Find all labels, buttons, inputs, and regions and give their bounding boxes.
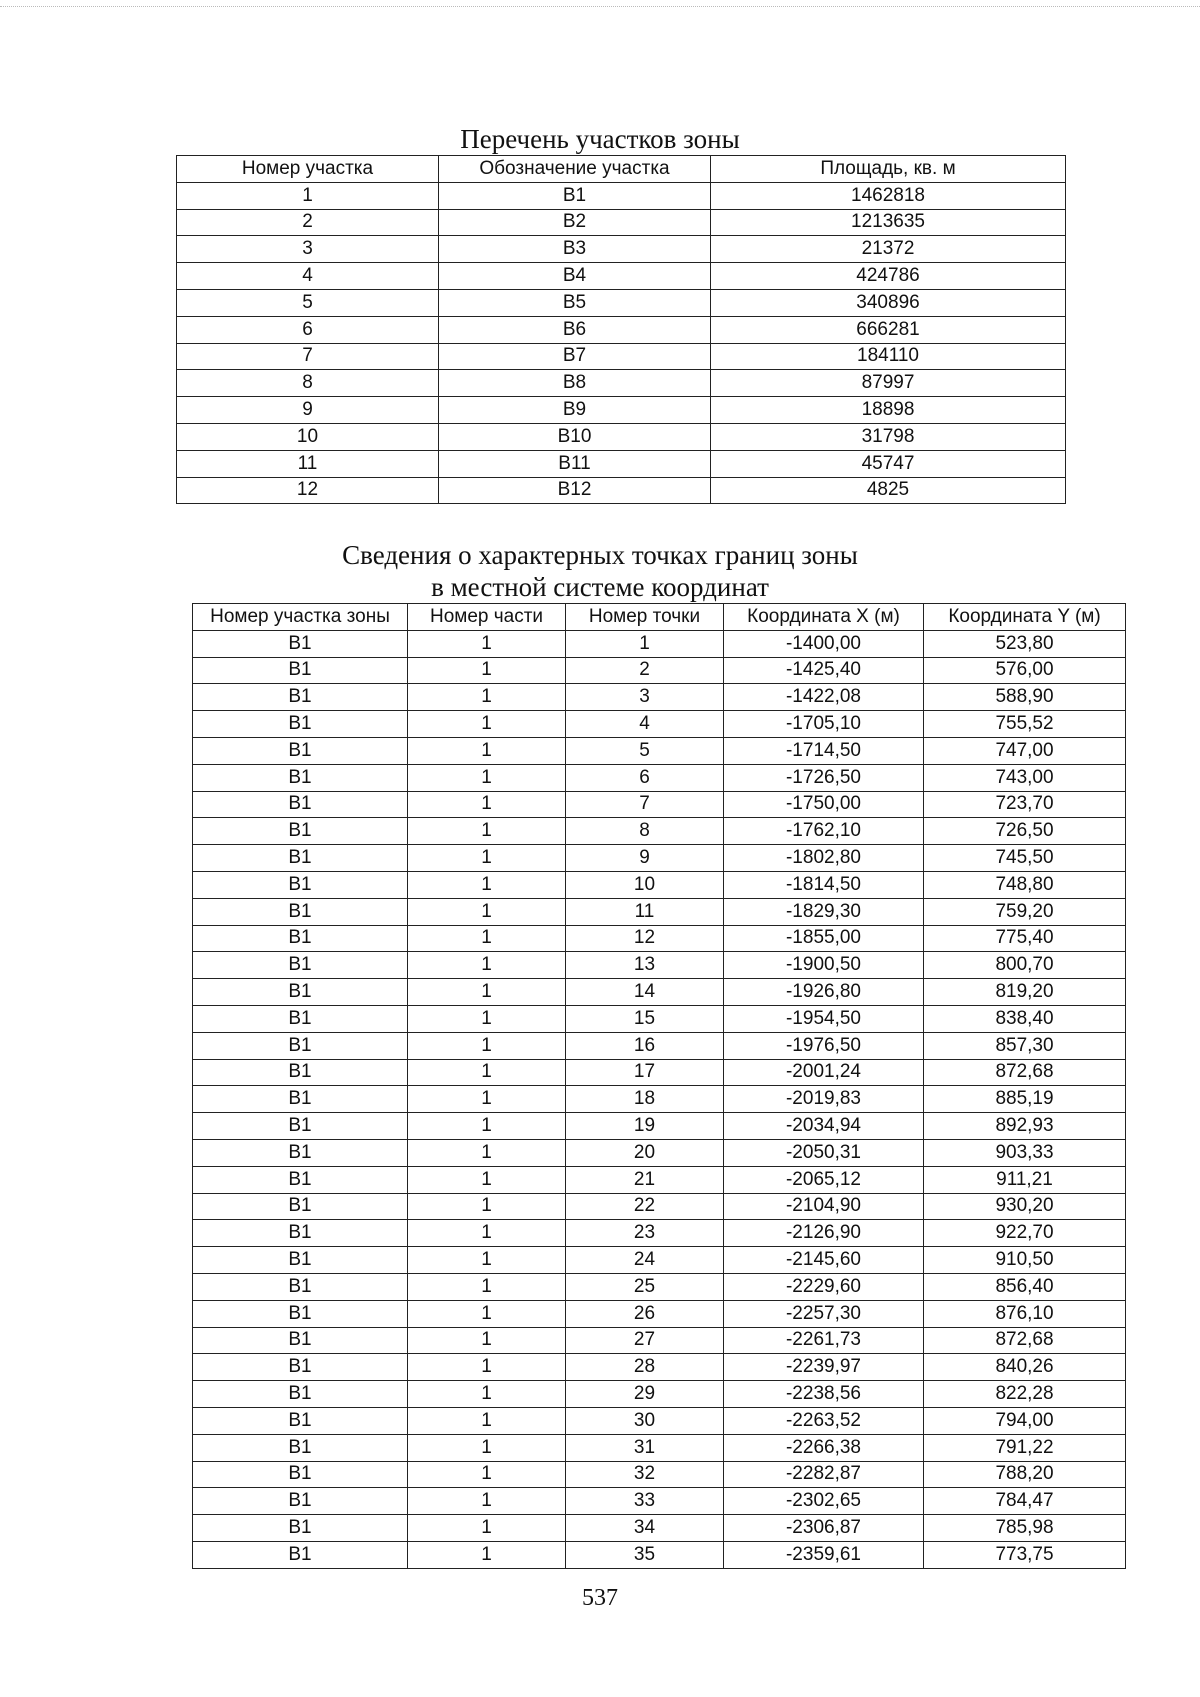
coordinate-y-cell: 745,50: [924, 845, 1126, 872]
point-number-cell: 16: [566, 1032, 724, 1059]
points-table: [192, 603, 1126, 1569]
table-row: [177, 370, 1066, 397]
point-number-cell: 12: [566, 925, 724, 952]
coordinate-y-cell: 723,70: [924, 791, 1126, 818]
part-number-cell: 1: [408, 1166, 566, 1193]
part-number-cell: 1: [408, 1354, 566, 1381]
table-row: [193, 791, 1126, 818]
coordinate-y-cell: 743,00: [924, 764, 1126, 791]
table-row: [193, 630, 1126, 657]
plot-area-cell: 1213635: [711, 209, 1066, 236]
coordinate-y-cell: 755,52: [924, 711, 1126, 738]
zone-plot-cell: В1: [193, 898, 408, 925]
table-row: [193, 764, 1126, 791]
point-number-cell: 34: [566, 1515, 724, 1542]
coordinate-x-cell: -1762,10: [724, 818, 924, 845]
plot-number-cell: 12: [177, 477, 439, 504]
coordinate-x-cell: -1855,00: [724, 925, 924, 952]
coordinate-x-cell: -2239,97: [724, 1354, 924, 1381]
coordinate-x-cell: -2019,83: [724, 1086, 924, 1113]
coordinate-y-cell: 911,21: [924, 1166, 1126, 1193]
zone-plot-cell: В1: [193, 1166, 408, 1193]
zone-plot-cell: В1: [193, 1113, 408, 1140]
plot-number-cell: 8: [177, 370, 439, 397]
header-point-number: Номер точки: [566, 604, 724, 631]
zone-plot-cell: В1: [193, 764, 408, 791]
table-row: [193, 1461, 1126, 1488]
point-number-cell: 21: [566, 1166, 724, 1193]
part-number-cell: 1: [408, 711, 566, 738]
plot-area-cell: 184110: [711, 343, 1066, 370]
coordinate-y-cell: 857,30: [924, 1032, 1126, 1059]
coordinate-x-cell: -2359,61: [724, 1541, 924, 1568]
coordinate-y-cell: 748,80: [924, 871, 1126, 898]
table-row: [193, 1273, 1126, 1300]
zone-plot-cell: В1: [193, 711, 408, 738]
table-row: [177, 423, 1066, 450]
plot-area-cell: 424786: [711, 263, 1066, 290]
coordinate-x-cell: -2065,12: [724, 1166, 924, 1193]
coordinate-x-cell: -1400,00: [724, 630, 924, 657]
zone-plot-cell: В1: [193, 630, 408, 657]
coordinate-y-cell: 838,40: [924, 1005, 1126, 1032]
coordinate-y-cell: 822,28: [924, 1381, 1126, 1408]
zone-plot-cell: В1: [193, 1059, 408, 1086]
point-number-cell: 31: [566, 1434, 724, 1461]
zone-plot-cell: В1: [193, 1461, 408, 1488]
table-row: [193, 1541, 1126, 1568]
coordinate-y-cell: 759,20: [924, 898, 1126, 925]
table-row: [193, 657, 1126, 684]
part-number-cell: 1: [408, 818, 566, 845]
point-number-cell: 9: [566, 845, 724, 872]
point-number-cell: 35: [566, 1541, 724, 1568]
table-row: [177, 477, 1066, 504]
point-number-cell: 14: [566, 979, 724, 1006]
table-row: [177, 397, 1066, 424]
table-row: [193, 1488, 1126, 1515]
zone-plot-cell: В1: [193, 1541, 408, 1568]
plot-number-cell: 1: [177, 182, 439, 209]
header-zone-plot-number: Номер участка зоны: [193, 604, 408, 631]
header-plot-area: Площадь, кв. м: [711, 156, 1066, 183]
plot-designation-cell: В6: [439, 316, 711, 343]
points-table-body: [193, 630, 1126, 1568]
points-table-title-line1: Сведения о характерных точках границ зоны: [342, 540, 858, 570]
plot-designation-cell: В7: [439, 343, 711, 370]
plot-area-cell: 1462818: [711, 182, 1066, 209]
zone-plot-cell: В1: [193, 979, 408, 1006]
plot-designation-cell: В2: [439, 209, 711, 236]
plot-number-cell: 10: [177, 423, 439, 450]
plot-designation-cell: В10: [439, 423, 711, 450]
coordinate-x-cell: -2126,90: [724, 1220, 924, 1247]
coordinate-y-cell: 910,50: [924, 1247, 1126, 1274]
part-number-cell: 1: [408, 1461, 566, 1488]
table-row: [193, 1247, 1126, 1274]
table-row: [193, 1407, 1126, 1434]
coordinate-y-cell: 922,70: [924, 1220, 1126, 1247]
zone-plot-cell: В1: [193, 1354, 408, 1381]
coordinate-x-cell: -2050,31: [724, 1139, 924, 1166]
part-number-cell: 1: [408, 1220, 566, 1247]
point-number-cell: 18: [566, 1086, 724, 1113]
part-number-cell: 1: [408, 898, 566, 925]
zone-plot-cell: В1: [193, 1247, 408, 1274]
plots-table-title: Перечень участков зоны: [460, 124, 740, 154]
part-number-cell: 1: [408, 1434, 566, 1461]
point-number-cell: 23: [566, 1220, 724, 1247]
coordinate-x-cell: -2257,30: [724, 1300, 924, 1327]
coordinate-y-cell: 903,33: [924, 1139, 1126, 1166]
part-number-cell: 1: [408, 791, 566, 818]
coordinate-x-cell: -1422,08: [724, 684, 924, 711]
plot-designation-cell: В12: [439, 477, 711, 504]
point-number-cell: 19: [566, 1113, 724, 1140]
coordinate-x-cell: -2001,24: [724, 1059, 924, 1086]
coordinate-x-cell: -1425,40: [724, 657, 924, 684]
point-number-cell: 27: [566, 1327, 724, 1354]
header-plot-number: Номер участка: [177, 156, 439, 183]
table-row: [193, 952, 1126, 979]
part-number-cell: 1: [408, 1247, 566, 1274]
zone-plot-cell: В1: [193, 1086, 408, 1113]
point-number-cell: 30: [566, 1407, 724, 1434]
plot-designation-cell: В9: [439, 397, 711, 424]
part-number-cell: 1: [408, 1407, 566, 1434]
zone-plot-cell: В1: [193, 791, 408, 818]
plot-area-cell: 18898: [711, 397, 1066, 424]
part-number-cell: 1: [408, 737, 566, 764]
coordinate-x-cell: -2238,56: [724, 1381, 924, 1408]
table-row: [177, 343, 1066, 370]
zone-plot-cell: В1: [193, 1193, 408, 1220]
part-number-cell: 1: [408, 1300, 566, 1327]
table-row: [177, 263, 1066, 290]
point-number-cell: 10: [566, 871, 724, 898]
point-number-cell: 28: [566, 1354, 724, 1381]
plot-designation-cell: В1: [439, 182, 711, 209]
plot-number-cell: 7: [177, 343, 439, 370]
coordinate-y-cell: 747,00: [924, 737, 1126, 764]
plot-number-cell: 6: [177, 316, 439, 343]
table-row: [193, 1381, 1126, 1408]
table-row: [193, 1059, 1126, 1086]
coordinate-x-cell: -2229,60: [724, 1273, 924, 1300]
scan-edge-line: [0, 6, 1200, 7]
zone-plot-cell: В1: [193, 737, 408, 764]
plot-designation-cell: В5: [439, 289, 711, 316]
plot-area-cell: 87997: [711, 370, 1066, 397]
plot-area-cell: 45747: [711, 450, 1066, 477]
part-number-cell: 1: [408, 1032, 566, 1059]
table-row: [193, 1354, 1126, 1381]
coordinate-y-cell: 588,90: [924, 684, 1126, 711]
points-table-header-row: [193, 604, 1126, 631]
zone-plot-cell: В1: [193, 1515, 408, 1542]
point-number-cell: 29: [566, 1381, 724, 1408]
point-number-cell: 13: [566, 952, 724, 979]
part-number-cell: 1: [408, 630, 566, 657]
coordinate-y-cell: 930,20: [924, 1193, 1126, 1220]
plot-number-cell: 5: [177, 289, 439, 316]
coordinate-x-cell: -2263,52: [724, 1407, 924, 1434]
part-number-cell: 1: [408, 1541, 566, 1568]
coordinate-x-cell: -2104,90: [724, 1193, 924, 1220]
part-number-cell: 1: [408, 979, 566, 1006]
coordinate-y-cell: 872,68: [924, 1059, 1126, 1086]
plot-designation-cell: В3: [439, 236, 711, 263]
table-row: [193, 684, 1126, 711]
part-number-cell: 1: [408, 1113, 566, 1140]
coordinate-y-cell: 785,98: [924, 1515, 1126, 1542]
zone-plot-cell: В1: [193, 1273, 408, 1300]
coordinate-y-cell: 773,75: [924, 1541, 1126, 1568]
table-row: [193, 1139, 1126, 1166]
table-row: [193, 925, 1126, 952]
coordinate-y-cell: 856,40: [924, 1273, 1126, 1300]
part-number-cell: 1: [408, 1327, 566, 1354]
zone-plot-cell: В1: [193, 657, 408, 684]
point-number-cell: 24: [566, 1247, 724, 1274]
table-row: [193, 1193, 1126, 1220]
zone-plot-cell: В1: [193, 818, 408, 845]
plot-number-cell: 9: [177, 397, 439, 424]
table-row: [177, 209, 1066, 236]
table-row: [193, 1300, 1126, 1327]
coordinate-x-cell: -1802,80: [724, 845, 924, 872]
part-number-cell: 1: [408, 1005, 566, 1032]
point-number-cell: 33: [566, 1488, 724, 1515]
header-plot-designation: Обозначение участка: [439, 156, 711, 183]
point-number-cell: 8: [566, 818, 724, 845]
table-row: [193, 871, 1126, 898]
coordinate-x-cell: -1750,00: [724, 791, 924, 818]
part-number-cell: 1: [408, 1193, 566, 1220]
point-number-cell: 11: [566, 898, 724, 925]
table-row: [193, 845, 1126, 872]
header-part-number: Номер части: [408, 604, 566, 631]
table-row: [193, 818, 1126, 845]
table-row: [177, 182, 1066, 209]
coordinate-x-cell: -1705,10: [724, 711, 924, 738]
coordinate-y-cell: 892,93: [924, 1113, 1126, 1140]
table-row: [177, 316, 1066, 343]
table-row: [193, 979, 1126, 1006]
coordinate-x-cell: -2145,60: [724, 1247, 924, 1274]
coordinate-y-cell: 791,22: [924, 1434, 1126, 1461]
zone-plot-cell: В1: [193, 684, 408, 711]
plot-number-cell: 2: [177, 209, 439, 236]
plot-number-cell: 11: [177, 450, 439, 477]
coordinate-y-cell: 885,19: [924, 1086, 1126, 1113]
table-row: [193, 1515, 1126, 1542]
part-number-cell: 1: [408, 1515, 566, 1542]
table-row: [193, 1113, 1126, 1140]
header-coordinate-y: Координата Y (м): [924, 604, 1126, 631]
plots-table-body: [177, 182, 1066, 504]
table-row: [193, 1005, 1126, 1032]
coordinate-x-cell: -1926,80: [724, 979, 924, 1006]
part-number-cell: 1: [408, 1381, 566, 1408]
table-row: [193, 711, 1126, 738]
plot-area-cell: 4825: [711, 477, 1066, 504]
point-number-cell: 5: [566, 737, 724, 764]
table-row: [193, 1086, 1126, 1113]
plots-table-header-row: [177, 156, 1066, 183]
plot-area-cell: 666281: [711, 316, 1066, 343]
point-number-cell: 4: [566, 711, 724, 738]
coordinate-x-cell: -1726,50: [724, 764, 924, 791]
point-number-cell: 3: [566, 684, 724, 711]
zone-plot-cell: В1: [193, 1434, 408, 1461]
point-number-cell: 7: [566, 791, 724, 818]
coordinate-y-cell: 872,68: [924, 1327, 1126, 1354]
coordinate-x-cell: -1900,50: [724, 952, 924, 979]
coordinate-y-cell: 523,80: [924, 630, 1126, 657]
coordinate-x-cell: -2282,87: [724, 1461, 924, 1488]
part-number-cell: 1: [408, 764, 566, 791]
table-row: [177, 289, 1066, 316]
zone-plot-cell: В1: [193, 1407, 408, 1434]
point-number-cell: 32: [566, 1461, 724, 1488]
page-number: 537: [582, 1585, 618, 1611]
table-row: [193, 1220, 1126, 1247]
part-number-cell: 1: [408, 1059, 566, 1086]
point-number-cell: 15: [566, 1005, 724, 1032]
zone-plot-cell: В1: [193, 1488, 408, 1515]
part-number-cell: 1: [408, 1273, 566, 1300]
zone-plot-cell: В1: [193, 925, 408, 952]
points-table-title-line2: в местной системе координат: [431, 572, 769, 602]
coordinate-y-cell: 775,40: [924, 925, 1126, 952]
plots-table: [176, 155, 1066, 504]
plot-designation-cell: В11: [439, 450, 711, 477]
point-number-cell: 22: [566, 1193, 724, 1220]
plot-area-cell: 31798: [711, 423, 1066, 450]
zone-plot-cell: В1: [193, 1327, 408, 1354]
point-number-cell: 2: [566, 657, 724, 684]
coordinate-x-cell: -1829,30: [724, 898, 924, 925]
plot-designation-cell: В8: [439, 370, 711, 397]
coordinate-y-cell: 788,20: [924, 1461, 1126, 1488]
coordinate-y-cell: 784,47: [924, 1488, 1126, 1515]
plot-number-cell: 3: [177, 236, 439, 263]
coordinate-y-cell: 819,20: [924, 979, 1126, 1006]
point-number-cell: 26: [566, 1300, 724, 1327]
table-row: [193, 898, 1126, 925]
part-number-cell: 1: [408, 925, 566, 952]
coordinate-x-cell: -1714,50: [724, 737, 924, 764]
coordinate-y-cell: 794,00: [924, 1407, 1126, 1434]
part-number-cell: 1: [408, 684, 566, 711]
zone-plot-cell: В1: [193, 1139, 408, 1166]
coordinate-x-cell: -2034,94: [724, 1113, 924, 1140]
zone-plot-cell: В1: [193, 871, 408, 898]
coordinate-y-cell: 576,00: [924, 657, 1126, 684]
coordinate-x-cell: -1954,50: [724, 1005, 924, 1032]
part-number-cell: 1: [408, 845, 566, 872]
point-number-cell: 25: [566, 1273, 724, 1300]
plot-designation-cell: В4: [439, 263, 711, 290]
table-row: [177, 450, 1066, 477]
point-number-cell: 20: [566, 1139, 724, 1166]
table-row: [193, 1032, 1126, 1059]
plot-number-cell: 4: [177, 263, 439, 290]
coordinate-x-cell: -2302,65: [724, 1488, 924, 1515]
part-number-cell: 1: [408, 657, 566, 684]
coordinate-y-cell: 840,26: [924, 1354, 1126, 1381]
plot-area-cell: 21372: [711, 236, 1066, 263]
zone-plot-cell: В1: [193, 1005, 408, 1032]
coordinate-y-cell: 726,50: [924, 818, 1126, 845]
coordinate-x-cell: -2306,87: [724, 1515, 924, 1542]
coordinate-x-cell: -1976,50: [724, 1032, 924, 1059]
part-number-cell: 1: [408, 1139, 566, 1166]
coordinate-x-cell: -2261,73: [724, 1327, 924, 1354]
table-row: [177, 236, 1066, 263]
part-number-cell: 1: [408, 952, 566, 979]
zone-plot-cell: В1: [193, 1220, 408, 1247]
zone-plot-cell: В1: [193, 845, 408, 872]
header-coordinate-x: Координата X (м): [724, 604, 924, 631]
coordinate-x-cell: -2266,38: [724, 1434, 924, 1461]
point-number-cell: 1: [566, 630, 724, 657]
coordinate-y-cell: 876,10: [924, 1300, 1126, 1327]
zone-plot-cell: В1: [193, 952, 408, 979]
zone-plot-cell: В1: [193, 1381, 408, 1408]
part-number-cell: 1: [408, 871, 566, 898]
plot-area-cell: 340896: [711, 289, 1066, 316]
coordinate-y-cell: 800,70: [924, 952, 1126, 979]
table-row: [193, 1434, 1126, 1461]
coordinate-x-cell: -1814,50: [724, 871, 924, 898]
zone-plot-cell: В1: [193, 1300, 408, 1327]
point-number-cell: 6: [566, 764, 724, 791]
table-row: [193, 1327, 1126, 1354]
point-number-cell: 17: [566, 1059, 724, 1086]
part-number-cell: 1: [408, 1488, 566, 1515]
part-number-cell: 1: [408, 1086, 566, 1113]
table-row: [193, 737, 1126, 764]
zone-plot-cell: В1: [193, 1032, 408, 1059]
table-row: [193, 1166, 1126, 1193]
